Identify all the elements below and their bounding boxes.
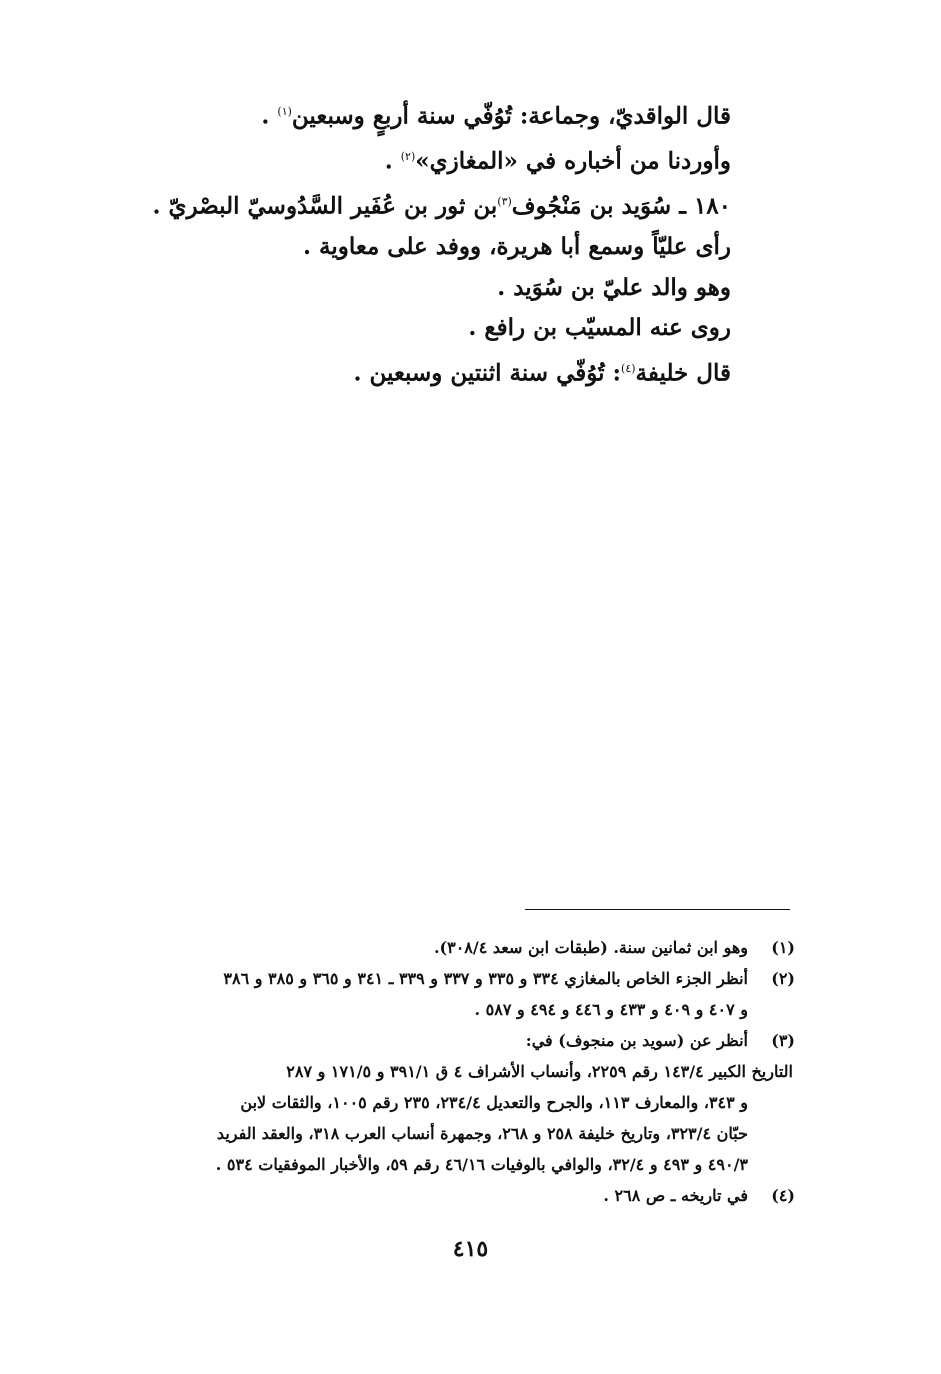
main-line-text: رأى عليّاً وسمع أبا هريرة، ووفد على معاوية . xyxy=(302,233,731,261)
main-line-2 xyxy=(171,137,731,182)
footnote-text: أنظر الجزء الخاص بالمغازي ٣٣٤ و ٣٣٥ و ٣٣٧ و ٣٣٩ ـ ٣٤١ و ٣٦٥ و ٣٨٥ و ٣٨٦ xyxy=(223,969,748,988)
footnotes-block xyxy=(103,932,793,1211)
footnote-text: في تاريخه ـ ص ٢٦٨ . xyxy=(603,1186,748,1205)
entry-heading xyxy=(152,182,731,227)
footnote-text: التاريخ الكبير ١٤٣/٤ رقم ٢٢٥٩، وأنساب الأشراف ٤ ق ٣٩١/١ و ١٧١/٥ و ٢٨٧ xyxy=(286,1062,793,1081)
footnote-number: (٣) xyxy=(771,1031,795,1050)
footnote-number: (٤) xyxy=(771,1186,795,1205)
main-line-7 xyxy=(171,349,731,394)
main-line-5 xyxy=(171,268,731,309)
footnote-text: ٤٩٠/٣ و ٤٩٣ و ٣٢/٤، والوافي بالوفيات ٤٦/١٦ رقم ٥٩، والأخبار الموفقيات ٥٣٤ . xyxy=(215,1155,748,1174)
main-line-text: قال الواقديّ، وجماعة: تُوُفّي سنة أربعٍ وسبعين xyxy=(291,102,731,130)
footnote-text: وهو ابن ثمانين سنة. (طبقات ابن سعد ٣٠٨/٤). xyxy=(433,938,748,957)
footnote-text: أنظر عن (سويد بن منجوف) في: xyxy=(525,1031,748,1050)
footnote-number: (١) xyxy=(771,938,795,957)
footnote-3 xyxy=(103,1025,793,1180)
main-line-6 xyxy=(171,308,731,349)
main-line-text: وأوردنا من أخباره في «المغازي» xyxy=(415,147,731,175)
footnote-separator xyxy=(525,909,790,910)
main-text-block xyxy=(152,92,731,394)
footnote-ref: (٣) xyxy=(497,195,512,209)
entry-name: سُوَيد بن مَنْجُوف xyxy=(511,192,672,220)
main-line-tail: . xyxy=(384,147,401,175)
main-line-4 xyxy=(171,227,731,268)
entry-lineage: بن ثور بن عُفَير السَّدُوسيّ البصْريّ . xyxy=(152,192,498,220)
main-line-text: روى عنه المسيّب بن رافع . xyxy=(468,314,731,342)
main-line-text: قال خليفة xyxy=(635,359,731,387)
footnote-text: و ٤٠٧ و ٤٠٩ و ٤٣٣ و ٤٤٦ و ٤٩٤ و ٥٨٧ . xyxy=(474,1000,748,1019)
footnote-ref: (٢) xyxy=(400,150,416,164)
footnote-ref: (١) xyxy=(277,105,292,118)
main-line-tail: : تُوُفّي سنة اثنتين وسبعين . xyxy=(353,359,622,387)
entry-number: ١٨٠ ـ xyxy=(679,192,731,220)
footnote-text: و ٣٤٣، والمعارف ١١٣، والجرح والتعديل ٢٣٤/٤، ٢٣٥ رقم ١٠٠٥، والثقات لابن xyxy=(240,1093,748,1112)
footnote-2 xyxy=(103,963,793,1025)
main-line-1 xyxy=(171,92,731,137)
footnote-ref: (٤) xyxy=(621,361,636,375)
footnote-text: حبّان ٣٢٣/٤، وتاريخ خليفة ٢٥٨ و ٢٦٨، وجمهرة أنساب العرب ٣١٨، والعقد الفريد xyxy=(216,1124,748,1143)
main-line-tail: . xyxy=(261,102,278,130)
footnote-1 xyxy=(103,932,793,963)
page-number: ٤١٥ xyxy=(452,1236,489,1262)
footnote-4 xyxy=(103,1180,793,1211)
footnote-number: (٢) xyxy=(771,969,795,988)
main-line-text: وهو والد عليّ بن سُوَيد . xyxy=(497,273,731,301)
